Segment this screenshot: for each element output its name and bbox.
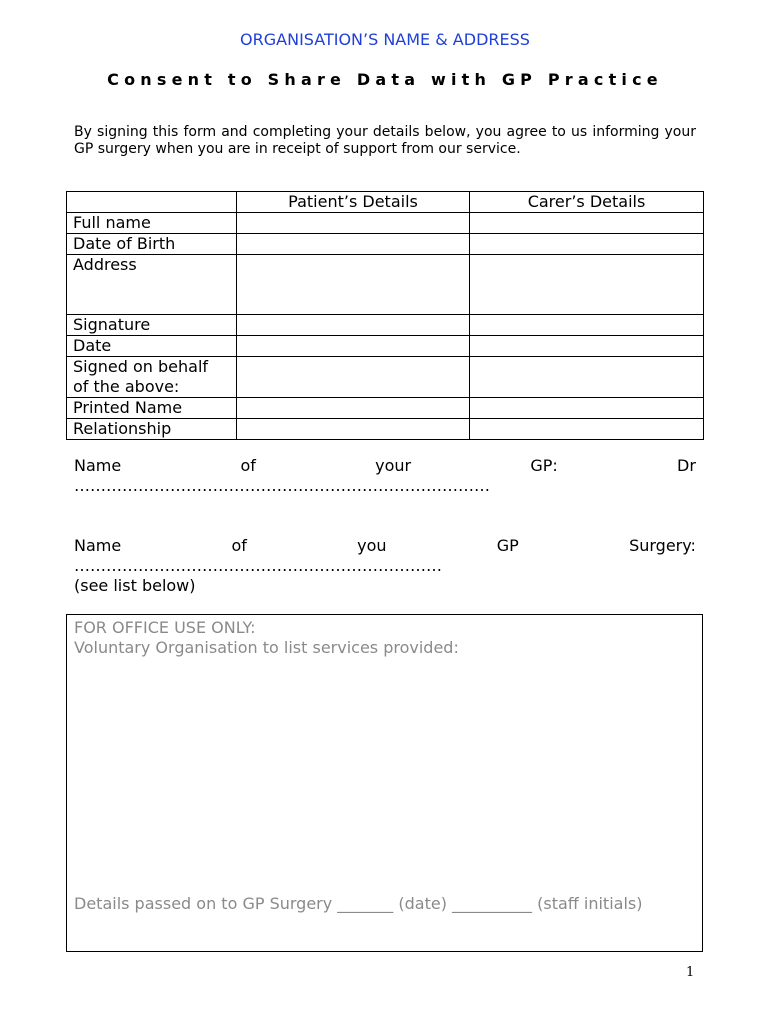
gp-name-field[interactable] — [74, 456, 696, 496]
row-label-address: Address — [67, 255, 237, 315]
gp-surgery-word-4: GP — [496, 536, 519, 555]
table-row — [67, 398, 704, 419]
carer-relationship-cell[interactable] — [470, 419, 704, 440]
patient-address-cell[interactable] — [237, 255, 470, 315]
gp-name-label — [74, 456, 696, 476]
carer-printed-name-cell[interactable] — [470, 398, 704, 419]
patient-printed-name-cell[interactable] — [237, 398, 470, 419]
patient-signature-cell[interactable] — [237, 315, 470, 336]
carer-date-cell[interactable] — [470, 336, 704, 357]
organisation-name: ORGANISATION’S NAME & ADDRESS — [240, 30, 530, 49]
intro-paragraph: By signing this form and completing your details below, you agree to us informing your GP surgery when you are in receipt of support from our service. — [74, 124, 696, 157]
gp-name-word-2: of — [240, 456, 256, 475]
row-label-signed-on-behalf — [67, 357, 237, 398]
gp-surgery-word-3: you — [357, 536, 387, 555]
table-row — [67, 315, 704, 336]
patient-full-name-cell[interactable] — [237, 213, 470, 234]
details-passed-line[interactable]: Details passed on to GP Surgery _______ (date) __________ (staff initials) — [74, 894, 643, 913]
table-row — [67, 419, 704, 440]
gp-name-word-4: GP: — [530, 456, 558, 475]
table-row — [67, 234, 704, 255]
row-label-signature: Signature — [67, 315, 237, 336]
row-label-dob: Date of Birth — [67, 234, 237, 255]
row-label-printed-name: Printed Name — [67, 398, 237, 419]
patient-date-cell[interactable] — [237, 336, 470, 357]
carer-signature-cell[interactable] — [470, 315, 704, 336]
header-blank-cell — [67, 192, 237, 213]
carer-full-name-cell[interactable] — [470, 213, 704, 234]
signed-behalf-line-1: Signed on behalf — [73, 357, 209, 376]
table-row — [67, 255, 704, 315]
table-row — [67, 213, 704, 234]
row-label-date: Date — [67, 336, 237, 357]
office-use-only-label: FOR OFFICE USE ONLY: — [74, 618, 256, 637]
gp-name-word-3: your — [375, 456, 412, 475]
office-use-heading — [74, 618, 459, 658]
signed-behalf-line-2: of the above: — [73, 377, 180, 396]
gp-surgery-dotted-line[interactable]: …………………………………………………………… — [74, 556, 442, 575]
gp-surgery-word-2: of — [231, 536, 247, 555]
carer-details-header: Carer’s Details — [470, 192, 704, 213]
details-table — [66, 191, 704, 440]
carer-signed-behalf-cell[interactable] — [470, 357, 704, 398]
gp-surgery-word-1: Name — [74, 536, 122, 555]
table-row — [67, 357, 704, 398]
patient-relationship-cell[interactable] — [237, 419, 470, 440]
gp-name-dotted-line[interactable]: …………………………………………………………………… — [74, 476, 490, 495]
office-use-box — [66, 614, 703, 952]
form-title: Consent to Share Data with GP Practice — [107, 70, 663, 89]
carer-dob-cell[interactable] — [470, 234, 704, 255]
gp-name-word-5: Dr — [677, 456, 696, 475]
gp-surgery-label — [74, 536, 696, 556]
patient-dob-cell[interactable] — [237, 234, 470, 255]
page-number: 1 — [686, 965, 695, 980]
gp-surgery-field[interactable] — [74, 536, 696, 596]
patient-details-header: Patient’s Details — [237, 192, 470, 213]
row-label-full-name: Full name — [67, 213, 237, 234]
table-row — [67, 336, 704, 357]
patient-signed-behalf-cell[interactable] — [237, 357, 470, 398]
see-list-note: (see list below) — [74, 576, 196, 595]
row-label-relationship: Relationship — [67, 419, 237, 440]
carer-address-cell[interactable] — [470, 255, 704, 315]
gp-name-word-1: Name — [74, 456, 122, 475]
gp-surgery-word-5: Surgery: — [629, 536, 696, 555]
table-header-row — [67, 192, 704, 213]
services-provided-label: Voluntary Organisation to list services provided: — [74, 638, 459, 657]
